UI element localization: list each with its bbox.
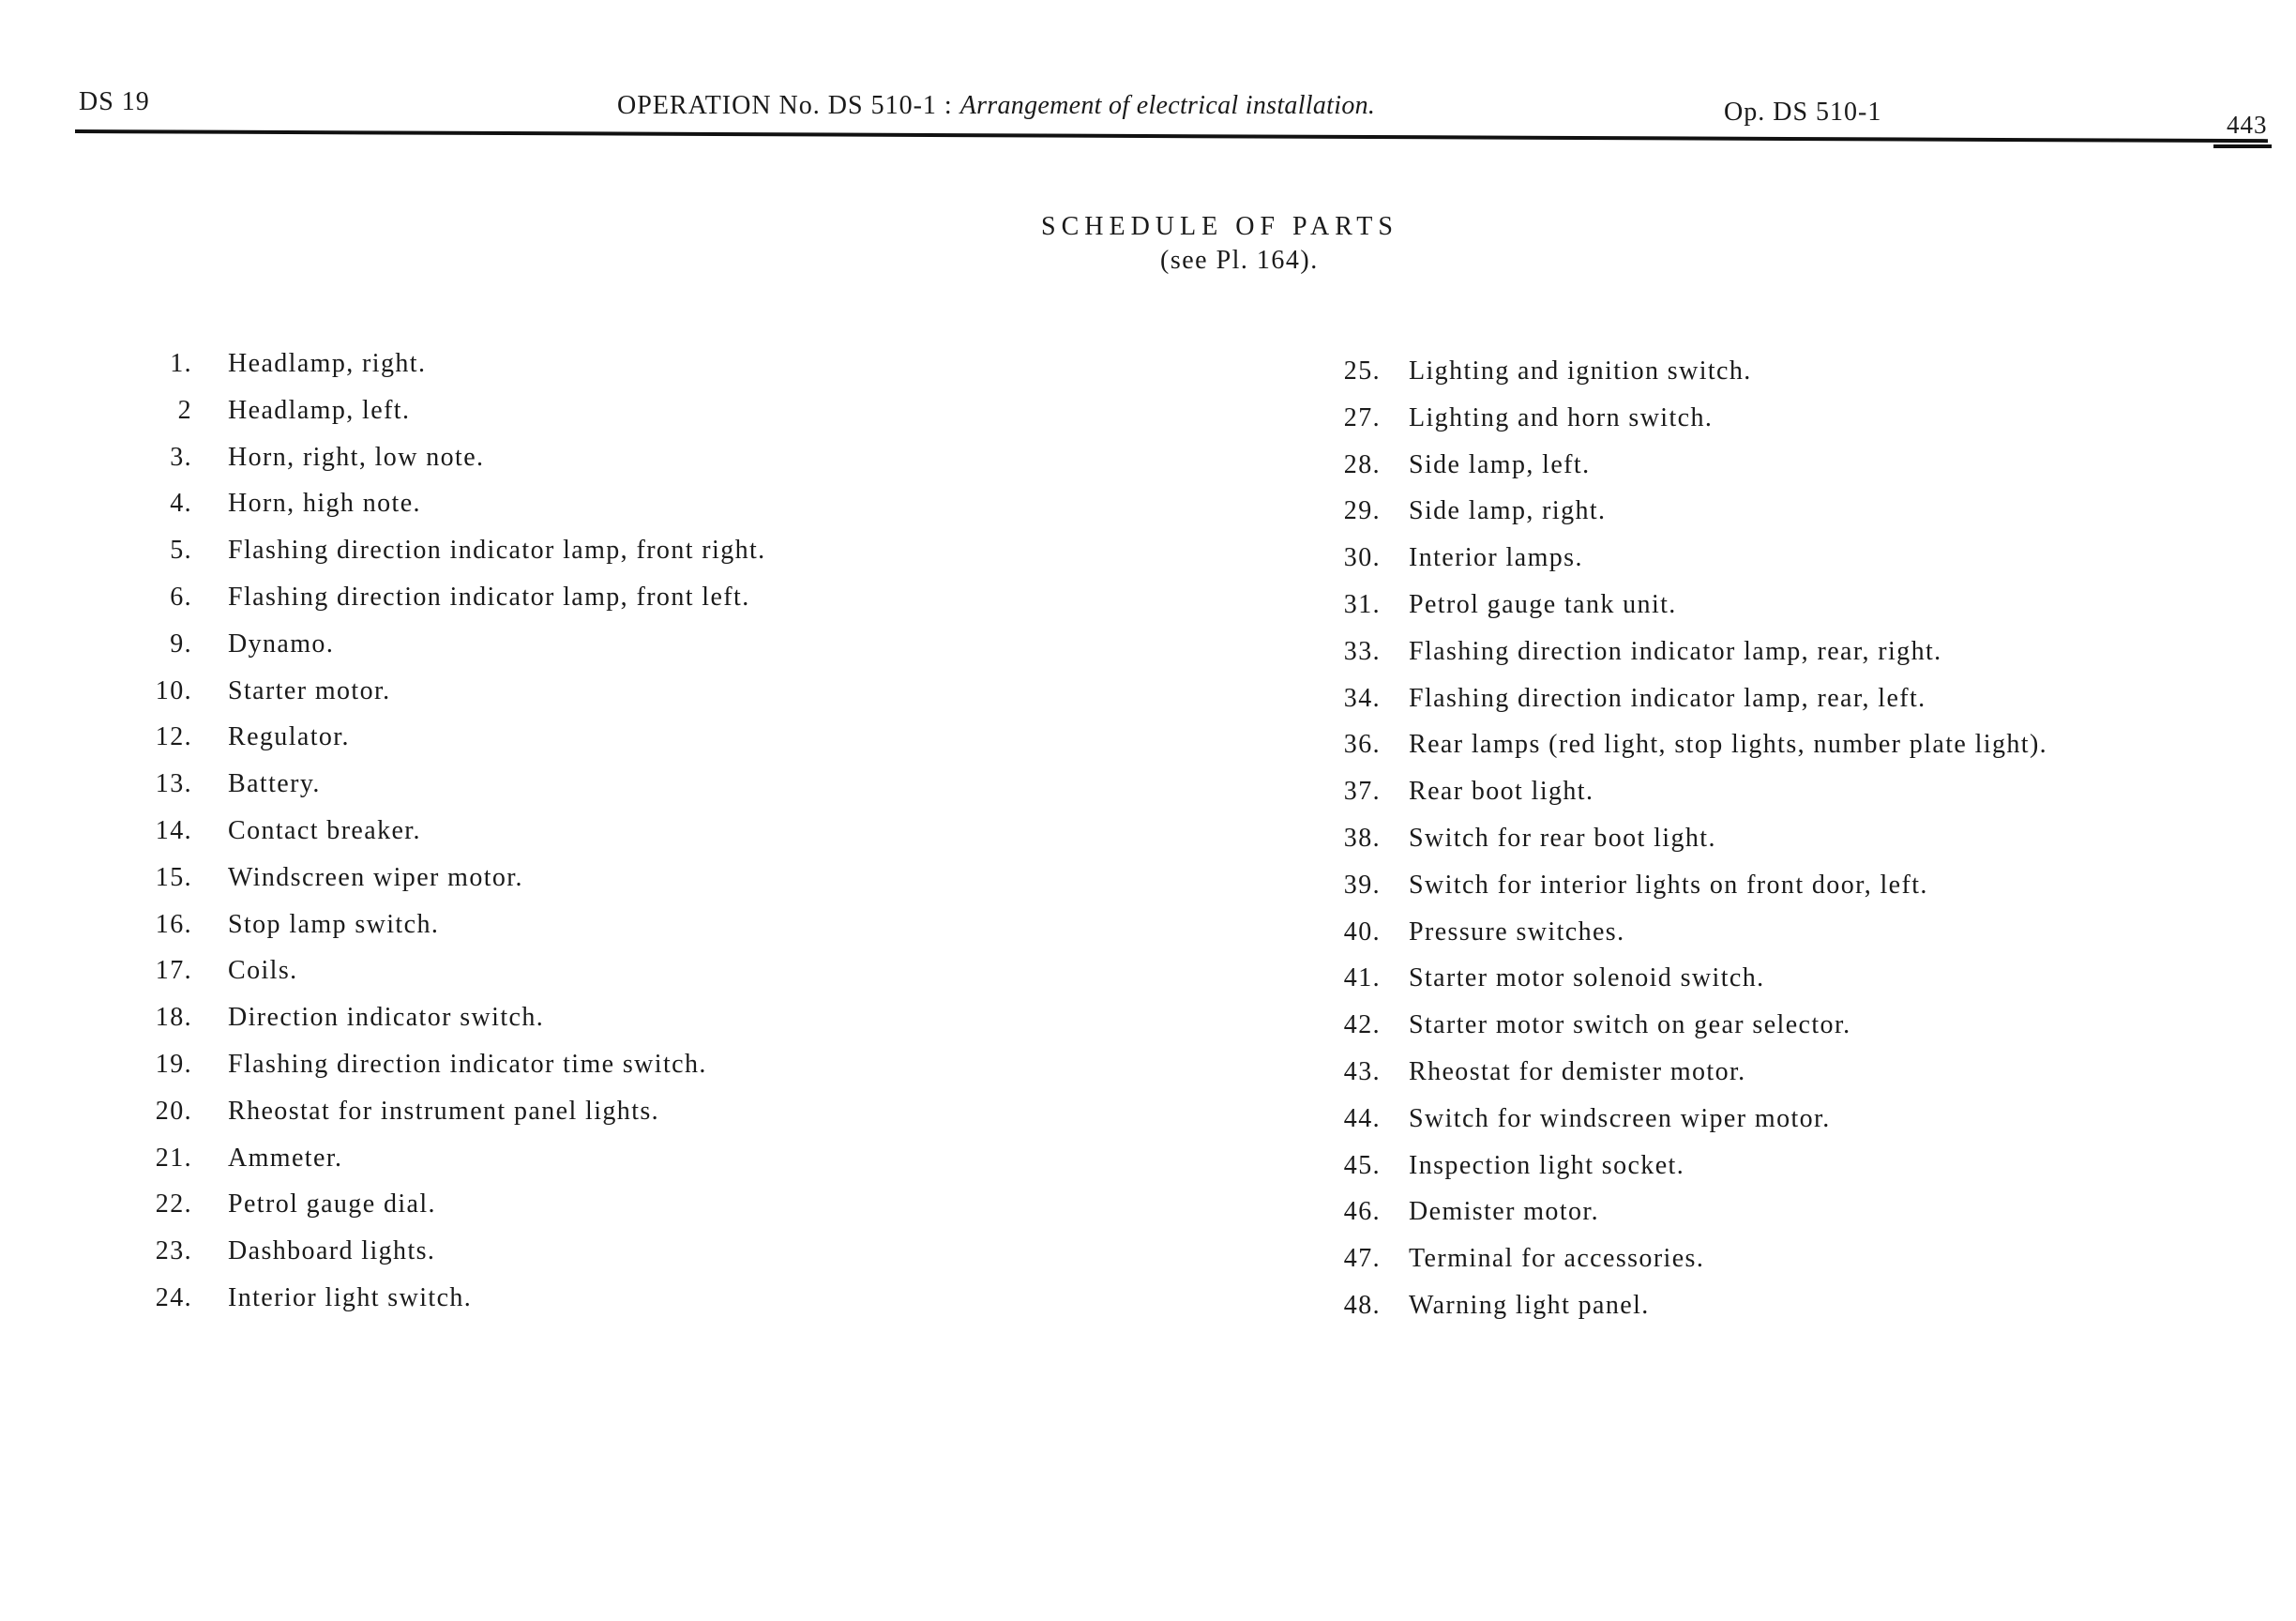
page-number: 443 bbox=[2227, 111, 2268, 139]
parts-list-item bbox=[141, 1283, 766, 1330]
part-label: Interior lamps. bbox=[1409, 543, 1583, 573]
part-number: 42. bbox=[1343, 1010, 1381, 1040]
parts-list-item bbox=[141, 722, 766, 769]
part-number: 5. bbox=[170, 536, 192, 566]
parts-list-item bbox=[141, 396, 766, 443]
part-number: 23. bbox=[155, 1236, 192, 1266]
part-label: Petrol gauge tank unit. bbox=[1409, 589, 1677, 619]
part-number: 33. bbox=[1343, 636, 1381, 666]
page-subtitle: (see Pl. 164). bbox=[1160, 246, 1319, 275]
part-label: Coils. bbox=[228, 956, 298, 986]
parts-list-item bbox=[1313, 1244, 2047, 1291]
parts-list-item bbox=[141, 956, 766, 1003]
part-label: Lighting and ignition switch. bbox=[1409, 356, 1752, 386]
parts-list-item bbox=[1313, 963, 2047, 1010]
part-label: Dashboard lights. bbox=[228, 1236, 436, 1266]
parts-list-item bbox=[141, 1097, 766, 1144]
parts-list-item bbox=[1313, 1010, 2047, 1057]
parts-list-item bbox=[1313, 637, 2047, 684]
part-number: 15. bbox=[155, 862, 192, 892]
part-label: Flashing direction indicator lamp, rear, right. bbox=[1409, 636, 1942, 666]
parts-list-left bbox=[141, 349, 766, 1330]
part-label: Switch for interior lights on front door, left. bbox=[1409, 870, 1928, 900]
part-number: 19. bbox=[155, 1049, 192, 1079]
part-number: 14. bbox=[155, 815, 192, 845]
part-number: 2 bbox=[177, 395, 192, 425]
part-number: 12. bbox=[155, 722, 192, 752]
part-number: 9. bbox=[170, 629, 192, 659]
part-label: Pressure switches. bbox=[1409, 917, 1625, 947]
part-label: Flashing direction indicator time switch. bbox=[228, 1049, 707, 1079]
part-number: 22. bbox=[155, 1189, 192, 1220]
part-label: Rear lamps (red light, stop lights, number plate light). bbox=[1409, 730, 2048, 760]
part-label: Switch for windscreen wiper motor. bbox=[1409, 1103, 1831, 1133]
parts-list-item bbox=[141, 863, 766, 910]
parts-list-item bbox=[141, 1003, 766, 1050]
part-label: Terminal for accessories. bbox=[1409, 1244, 1705, 1274]
parts-list-item bbox=[141, 1050, 766, 1097]
part-number: 21. bbox=[155, 1143, 192, 1173]
part-number: 20. bbox=[155, 1096, 192, 1126]
part-number: 45. bbox=[1343, 1150, 1381, 1180]
part-number: 31. bbox=[1343, 589, 1381, 619]
part-label: Stop lamp switch. bbox=[228, 909, 440, 939]
part-label: Starter motor switch on gear selector. bbox=[1409, 1010, 1851, 1040]
part-number: 25. bbox=[1343, 356, 1381, 386]
parts-list-item bbox=[1313, 543, 2047, 590]
parts-list-item bbox=[141, 349, 766, 396]
parts-list-item bbox=[141, 1189, 766, 1236]
part-label: Switch for rear boot light. bbox=[1409, 823, 1716, 853]
part-number: 6. bbox=[170, 582, 192, 612]
part-number: 40. bbox=[1343, 917, 1381, 947]
header-rule-tail bbox=[2213, 144, 2272, 148]
part-label: Petrol gauge dial. bbox=[228, 1189, 436, 1220]
part-number: 34. bbox=[1343, 683, 1381, 713]
parts-list-item bbox=[141, 816, 766, 863]
header-rule bbox=[75, 129, 2268, 143]
part-number: 37. bbox=[1343, 777, 1381, 807]
parts-list-item bbox=[1313, 1057, 2047, 1104]
part-label: Rheostat for instrument panel lights. bbox=[228, 1096, 660, 1126]
part-label: Inspection light socket. bbox=[1409, 1150, 1685, 1180]
header-operation-description: Arrangement of electrical installation. bbox=[959, 91, 1376, 120]
parts-list-item bbox=[1313, 1291, 2047, 1338]
parts-list-item bbox=[1313, 1197, 2047, 1244]
part-label: Horn, right, low note. bbox=[228, 442, 485, 472]
part-label: Starter motor. bbox=[228, 675, 391, 705]
parts-list-item bbox=[1313, 403, 2047, 450]
part-label: Headlamp, right. bbox=[228, 349, 427, 378]
part-number: 27. bbox=[1343, 402, 1381, 432]
part-number: 36. bbox=[1343, 730, 1381, 760]
parts-list-item bbox=[1313, 496, 2047, 543]
part-number: 41. bbox=[1343, 963, 1381, 993]
parts-list-item bbox=[141, 489, 766, 536]
part-number: 4. bbox=[170, 489, 192, 519]
parts-list-item bbox=[141, 629, 766, 676]
part-number: 44. bbox=[1343, 1103, 1381, 1133]
part-number: 47. bbox=[1343, 1244, 1381, 1274]
parts-list-item bbox=[1313, 1104, 2047, 1151]
header-section-code: DS 19 bbox=[79, 87, 150, 116]
parts-list-item bbox=[141, 910, 766, 957]
part-number: 13. bbox=[155, 769, 192, 799]
part-label: Side lamp, right. bbox=[1409, 496, 1607, 526]
parts-list-item bbox=[1313, 871, 2047, 917]
part-number: 3. bbox=[170, 442, 192, 472]
part-label: Side lamp, left. bbox=[1409, 449, 1591, 479]
part-number: 16. bbox=[155, 909, 192, 939]
parts-list-item bbox=[1313, 777, 2047, 824]
part-label: Interior light switch. bbox=[228, 1282, 473, 1312]
part-number: 43. bbox=[1343, 1056, 1381, 1086]
part-label: Lighting and horn switch. bbox=[1409, 402, 1714, 432]
parts-list-item bbox=[141, 769, 766, 816]
part-label: Contact breaker. bbox=[228, 815, 421, 845]
parts-list-item bbox=[1313, 590, 2047, 637]
part-label: Flashing direction indicator lamp, rear, left. bbox=[1409, 683, 1926, 713]
parts-list-item bbox=[1313, 450, 2047, 497]
part-number: 10. bbox=[155, 675, 192, 705]
parts-list-item bbox=[1313, 684, 2047, 731]
part-number: 29. bbox=[1343, 496, 1381, 526]
part-label: Horn, high note. bbox=[228, 489, 421, 519]
part-number: 28. bbox=[1343, 449, 1381, 479]
part-number: 17. bbox=[155, 956, 192, 986]
part-number: 48. bbox=[1343, 1290, 1381, 1320]
parts-list-item bbox=[1313, 730, 2047, 777]
part-number: 24. bbox=[155, 1282, 192, 1312]
parts-list-item bbox=[141, 1144, 766, 1190]
part-number: 1. bbox=[170, 349, 192, 378]
part-label: Ammeter. bbox=[228, 1143, 343, 1173]
parts-list-right bbox=[1313, 356, 2047, 1338]
part-label: Battery. bbox=[228, 769, 321, 799]
header-operation-ref: Op. DS 510-1 bbox=[1724, 98, 1882, 127]
parts-list-item bbox=[141, 443, 766, 490]
parts-list-item bbox=[141, 676, 766, 723]
parts-list-item bbox=[1313, 824, 2047, 871]
parts-list-item bbox=[141, 536, 766, 583]
part-number: 39. bbox=[1343, 870, 1381, 900]
header-operation-number: OPERATION No. DS 510-1 : bbox=[617, 91, 953, 120]
part-number: 18. bbox=[155, 1003, 192, 1033]
parts-list-item bbox=[1313, 1151, 2047, 1198]
part-label: Dynamo. bbox=[228, 629, 335, 659]
header-operation-title bbox=[617, 91, 1375, 121]
part-label: Demister motor. bbox=[1409, 1197, 1599, 1227]
part-number: 30. bbox=[1343, 543, 1381, 573]
parts-list-item bbox=[141, 583, 766, 629]
part-number: 46. bbox=[1343, 1197, 1381, 1227]
part-label: Starter motor solenoid switch. bbox=[1409, 963, 1765, 993]
parts-list-item bbox=[1313, 917, 2047, 964]
part-label: Warning light panel. bbox=[1409, 1290, 1650, 1320]
parts-list-item bbox=[1313, 356, 2047, 403]
part-label: Flashing direction indicator lamp, front right. bbox=[228, 536, 766, 566]
part-label: Flashing direction indicator lamp, front left. bbox=[228, 582, 750, 612]
part-number: 38. bbox=[1343, 823, 1381, 853]
part-label: Rheostat for demister motor. bbox=[1409, 1056, 1746, 1086]
part-label: Direction indicator switch. bbox=[228, 1003, 545, 1033]
part-label: Windscreen wiper motor. bbox=[228, 862, 523, 892]
part-label: Rear boot light. bbox=[1409, 777, 1594, 807]
part-label: Regulator. bbox=[228, 722, 350, 752]
page-title: SCHEDULE OF PARTS bbox=[1041, 212, 1398, 241]
parts-list-item bbox=[141, 1236, 766, 1283]
part-label: Headlamp, left. bbox=[228, 395, 411, 425]
